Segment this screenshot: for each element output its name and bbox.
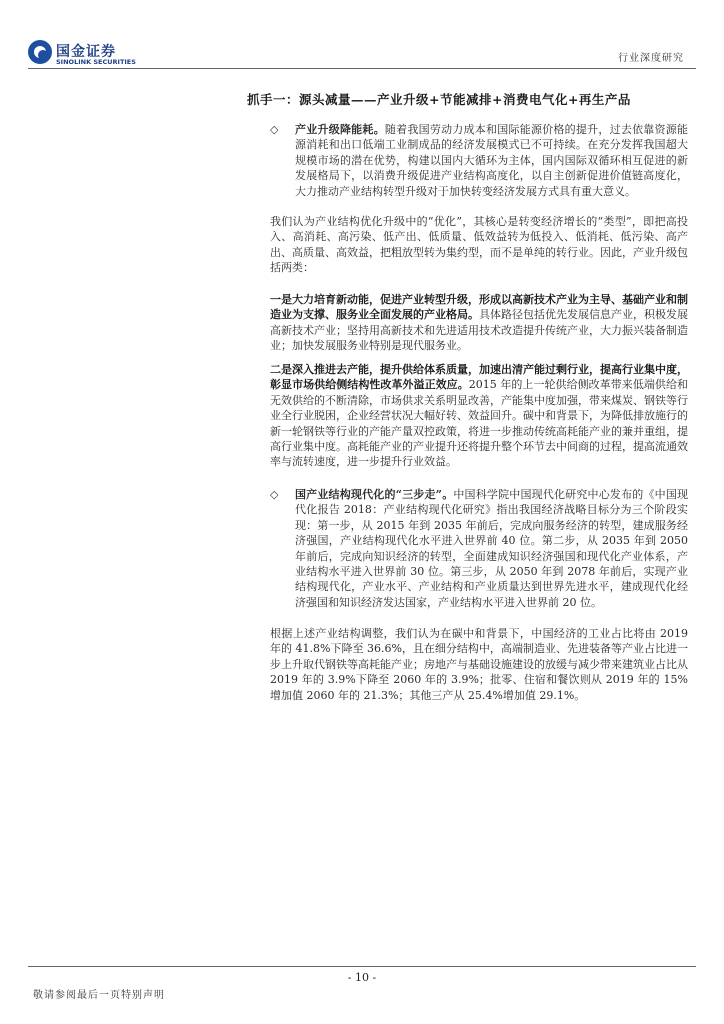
paragraph-heading: 一是大力培育新动能，促进产业转型升级，形成以高新技术产业为主导、基础产业和制造业为支撑、服务业全面发展的产业格局。: [270, 293, 688, 322]
bullet-industrial-upgrade: [270, 122, 688, 199]
paragraph-conclusion: [270, 626, 688, 703]
logo-cn-text: 国金证券: [56, 44, 116, 60]
page-number: - 10 -: [347, 971, 377, 984]
bullet-heading: 产业升级降能耗。: [295, 123, 385, 136]
section-title: 抓手一：源头减量——产业升级+节能减排+消费电气化+再生产品: [247, 92, 631, 107]
logo-mark-icon: [28, 40, 52, 64]
logo-en-text: SINOLINK SECURITIES: [56, 58, 136, 66]
paragraph-text: [270, 362, 688, 470]
paragraph-optimization: [270, 214, 688, 276]
bullet-three-steps: [270, 487, 688, 610]
paragraph-heading: 二是深入推进去产能，提升供给体系质量，加速出清产能过剩行业，提高行业集中度，彰显市场供给侧结构性改革外溢正效应。: [270, 363, 688, 392]
header-divider: [28, 68, 696, 69]
paragraph-text: 我们认为产业结构优化升级中的“优化”，其核心是转变经济增长的“类型”，即把高投入、高消耗、高污染、低产出、低质量、低效益转为低投入、低消耗、低污染、高产出、高质量、高效益，把粗放型转为集约型，而不是单纯的转行业。因此，产业升级包括两类：: [270, 215, 688, 275]
footer-disclaimer: 敬请参阅最后一页特别声明: [33, 990, 165, 1001]
bullet-heading: 国产业结构现代化的“三步走”。: [295, 488, 454, 501]
paragraph-text: [270, 292, 688, 354]
paragraph-new-momentum: [270, 292, 688, 354]
paragraph-text: 根据上述产业结构调整，我们认为在碳中和背景下，中国经济的工业占比将由 2019 年的 41.8%下降至 36.6%，且在细分结构中，高端制造业、先进装备等产业占比进一步上升取代钢铁等高耗能产业；房地产与基础设施建设的放缓与减少带来建筑业占比从 2019 年的 3.9%下降至 2060 年的 3.9%；批零、住宿和餐饮则从 2019 年的 15%增加值 2060 年的 21.3%；其他三产从 25.4%增加值 29.1%。: [270, 627, 688, 702]
document-type: 行业深度研究: [618, 53, 684, 64]
footer-divider: [28, 966, 696, 967]
paragraph-capacity-reduction: [270, 362, 688, 470]
paragraph-body: 具体路径包括优先发展信息产业，积极发展高新技术产业；坚持用高新技术和先进适用技术改造提升传统产业，大力振兴装备制造业；加快发展服务业特别是现代服务业。: [270, 308, 688, 353]
bullet-paragraph: [295, 122, 688, 199]
bullet-paragraph: [295, 487, 688, 610]
bullet-body: 随着我国劳动力成本和国际能源价格的提升，过去依靠资源能源消耗和出口低端工业制成品的经济发展模式已不可持续。在充分发挥我国超大规模市场的潜在优势，构建以国内大循环为主体，国内国际双循环相互促进的新发展格局下，以消费升级促进产业结构高度化，以自主创新促进价值链高度化，大力推动产业结构转型升级对于加快转变经济发展方式具有重大意义。: [295, 123, 689, 198]
diamond-bullet-icon: ◇: [270, 123, 279, 136]
bullet-body: 中国科学院中国现代化研究中心发布的《中国现代化报告 2018：产业结构现代化研究》指出我国经济战略目标分为三个阶段实现：第一步，从 2015 年到 2035 年前后，完成向服务经济的转型，建成服务经济强国，产业结构现代化水平进入世界前 40 位。第二步，从 2035 年到 2050 年前后，完成向知识经济的转型，全面建成知识经济强国和现代化产业体系，产业结构水平进入世界前 30 位。第三步，从 2050 年到 2078 年前后，实现产业结构现代化，产业水平、产业结构和产业质量达到世界先进水平，建成现代化经济强国和知识经济发达国家，产业结构水平进入世界前 20 位。: [295, 488, 688, 609]
diamond-bullet-icon: ◇: [270, 488, 279, 501]
paragraph-body: 2015 年的上一轮供给侧改革带来低端供给和无效供给的不断清除，市场供求关系明显改善，产能集中度加强，带来煤炭、钢铁等行业全行业脱困，企业经营状况大幅好转、效益回升。碳中和背景下，为降低排放施行的新一轮钢铁等行业的产能产量双控政策，将进一步推动传统高耗能产业的兼并重组，提高行业集中度。高耗能产业的产业提升还将提升整个环节去中间商的过程，提高流通效率与流转速度，进一步提升行业效益。: [270, 378, 688, 469]
